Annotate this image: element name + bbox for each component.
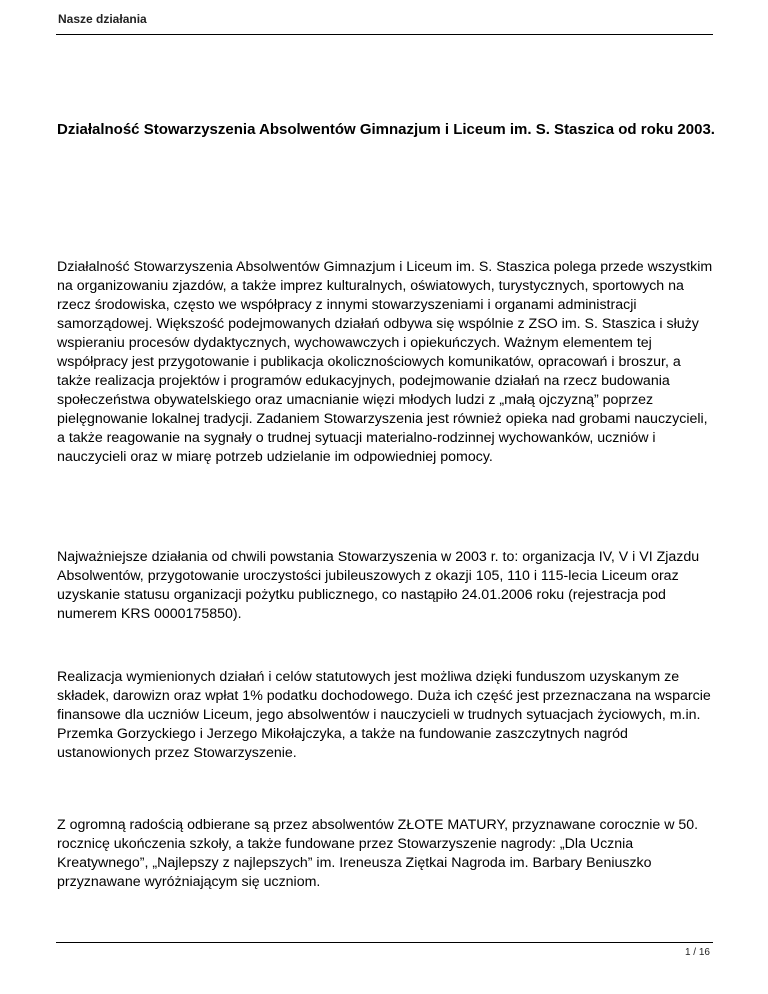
paragraph-funding: Realizacja wymienionych działań i celów statutowych jest możliwa dzięki funduszom uzyskanym ze składek, darowizn oraz wpłat 1% podatku dochodowego. Duża ich część jest przeznaczana na wsparcie finansowe dla uczniów Liceum, jego absolwentów i nauczycieli w trudnych sytuacjach życiowych, m.in. Przemka Gorzyckiego i Jerzego Mikołajczyka, a także na fundowanie zaszczytnych nagród ustanowionych przez Stowarzyszenie.: [57, 669, 711, 761]
header-divider: [56, 34, 713, 35]
page-number: 1 / 16: [684, 947, 710, 958]
paragraph-awards: Z ogromną radością odbierane są przez absolwentów ZŁOTE MATURY, przyznawane corocznie w 50. rocznicę ukończenia szkoły, a także fundowane przez Stowarzyszenie nagrody: „Dla Ucznia Kreatywnego”, „Najlepszy z najlepszych” im. Ireneusza Ziętkai Nagroda im. Barbary Beniuszko przyznawane wyróżniającym się uczniom.: [57, 817, 699, 890]
paragraph-activities: Działalność Stowarzyszenia Absolwentów Gimnazjum i Liceum im. S. Staszica polega przede wszystkim na organizowaniu zjazdów, a także imprez kulturalnych, oświatowych, turystycznych, sportowych na rzecz środowiska, często we współpracy z innymi stowarzyszeniami i organami administracji samorządowej. Większość podejmowanych działań odbywa się wspólnie z ZSO im. S. Staszica i służy wspieraniu procesów dydaktycznych, wychowawczych i opiekuńczych. Ważnym elementem tej współpracy jest przygotowanie i publikacja okolicznościowych komunikatów, opracowań i broszur, a także realizacja projektów i programów edukacyjnych, podejmowanie działań na rzecz budowania społeczeństwa obywatelskiego oraz umacnianie więzi młodych ludzi z „małą ojczyzną” poprzez pielęgnowanie lokalnej tradycji. Zadaniem Stowarzyszenia jest również opieka nad grobami nauczycieli, a także reagowanie na sygnały o trudnej sytuacji materialno-rodzinnej wychowanków, uczniów i nauczycieli oraz w miarę potrzeb udzielanie im odpowiedniej pomocy.: [57, 259, 713, 465]
document-title: Działalność Stowarzyszenia Absolwentów Gimnazjum i Liceum im. S. Staszica od roku 2003.: [57, 121, 715, 138]
paragraph-key-actions: Najważniejsze działania od chwili powstania Stowarzyszenia w 2003 r. to: organizacja IV, V i VI Zjazdu Absolwentów, przygotowanie uroczystości jubileuszowych z okazji 105, 110 i 115-lecia Liceum oraz uzyskanie statusu organizacji pożytku publicznego, co nastąpiło 24.01.2006 roku (rejestracja pod numerem KRS 0000175850).: [57, 549, 700, 622]
footer-divider: [56, 942, 713, 943]
page-header-title: Nasze działania: [58, 12, 147, 26]
